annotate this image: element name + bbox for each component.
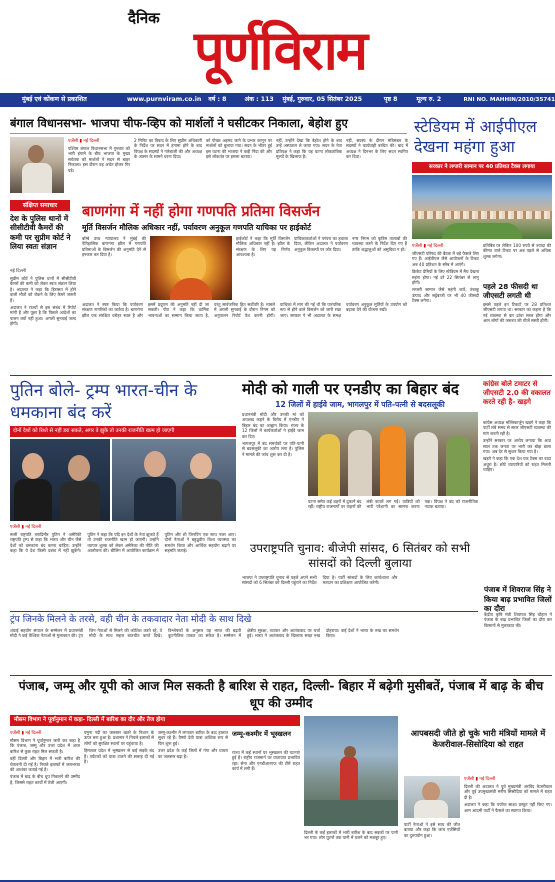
banganga-body-col-1: बॉम्बे उच्च न्यायालय ने मुंबई की ऐतिहासिक बाणगंगा झील में गणपति प्रतिमाओं के विसर्जन की अनुमति देने से इनकार कर दिया है। — [82, 236, 146, 258]
stadium-body-col-2: प्रतिबिंब पर लेकिन 100 रुपये से ज्यादा की कीमत वाले टिकट पर अब पहले से अधिक शुल्क लगेगा। — [483, 243, 551, 259]
banganga-ganesha-photo — [150, 236, 232, 300]
masthead-info-bar — [0, 93, 555, 107]
rain-photo-caption: दिल्ली के कई इलाकों में भारी बारिश के बाद सड़कों पर पानी भर गया। लोग घुटनों तक पानी में चलने को मजबूर हुए। — [304, 830, 398, 841]
punjab-body: केंद्रीय कृषि मंत्री शिवराज सिंह चौहान ने पंजाब के बाढ़ प्रभावित जिलों का दौरा कर किसानों से मुलाकात की। — [484, 612, 552, 628]
rni-label: RNI NO. MAHHIN/2010/35741 — [463, 97, 555, 103]
putin-caption: दोनों देशों को रिश्ते से नहीं डरा सकते, अगर वे झुके तो उनकी राजनीति खत्म हो जाएगी — [10, 426, 236, 437]
news-brief-byline: नई दिल्ली — [10, 269, 26, 274]
banganga-body-col-2: हाईकोर्ट ने कहा कि मूर्ति विसर्जन मौलिक अधिकार नहीं है। झील के संरक्षण के लिए यह निर्णय आवश्यक है। — [236, 236, 290, 258]
xi-photo — [112, 439, 236, 521]
putin-byline: एजेंसी ▮ नई दिल्ली — [10, 525, 42, 530]
edition-label: मुंबई एवं कोंकण से प्रकाशित — [22, 96, 87, 103]
stadium-byline: एजेंसी ▮ नई दिल्ली — [412, 244, 444, 249]
year-label: वर्ष : 8 — [208, 96, 227, 103]
rain-subhead: जम्मू-कश्मीर में भूस्खलन — [232, 730, 291, 738]
lead-photo — [10, 137, 64, 193]
stadium-tagline: सरकार ने लग्जरी सामान पर 40 प्रतिशत टैक्स लगाया — [412, 162, 552, 173]
banganga-headline: बाणगंगा में नहीं होगा गणपति प्रतिमा विसर्जन — [82, 203, 320, 220]
stadium-body-col-3: इससे पहले इन टिकटों पर 28 प्रतिशत जीएसटी लगता था। सरकार का कहना है कि नई व्यवस्था से कर ढांचा सरल होगा और आम लोगों की जरूरत की चीजें सस्ती होंगी। — [483, 302, 551, 324]
rain-body-col-1: मौसम विभाग ने पूर्वानुमान जारी कर कहा है कि पंजाब, जम्मू और उत्तर प्रदेश में आज बारिश से कुछ राहत मिल सकती है। वहीं दिल्ली और बिहार में भारी बारिश की चेतावनी दी गई है। निचले इलाकों में जलभराव की आशंका जताई गई है। पंजाब में बाढ़ के बीच धूप निकलने की उम्मीद है, जिससे राहत कार्यों में तेजी आएगी। — [10, 738, 80, 785]
lead-body-col-3: को पोखर अहमद जाने के प्रभार कानून पर मार्शलों को बुलाया गया। सदन के भीतर हुई इस घटना की भाजपा ने कड़ी निंदा की और इसे लोकतंत्र पर हमला बताया। — [206, 138, 272, 160]
stadium-subhead: पहले 28 फीसदी था जीएसटी लगती थी — [483, 282, 538, 300]
putin-headline: पुतिन बोले- ट्रम्प भारत-चीन के धमकाना बंद करें — [10, 381, 198, 423]
issue-label: अंक : 113 — [244, 96, 274, 103]
putin-photo — [10, 439, 110, 521]
aap-body-col-2: पार्टी नेताओं ने इसे सत्य की जीत बताया और कहा कि जांच एजेंसियों का दुरुपयोग हुआ। — [404, 822, 460, 838]
banganga-body-col-4: नगर निगम को कृत्रिम तालाबों की व्यवस्था करने के निर्देश दिए गए हैं ताकि श्रद्धालुओं को असुविधा न हो। — [352, 236, 407, 252]
vp-headline: उपराष्ट्रपति चुनाव: बीजेपी सांसद, 6 सितंबर को सभी सांसदों को दिल्ली बुलाया — [249, 541, 471, 570]
trump-headline: ट्रंप जिनके मिलने के तरसे, वही चीन के तकवादार नेता मोदी के साथ दिखे — [10, 614, 252, 625]
aap-byline: एजेंसी ▮ नई दिल्ली — [464, 777, 496, 782]
stadium-photo — [412, 175, 552, 239]
banganga-body-col-3: याचिकाकर्ताओं ने परंपरा का हवाला दिया, लेकिन अदालत ने पर्यावरण अनुकूल विकल्पों पर जोर दिया। — [294, 236, 348, 252]
news-brief-label: संक्षिप्त समाचार — [10, 200, 70, 211]
bihar-headline: मोदी को गाली पर एनडीए का बिहार बंद — [242, 380, 459, 398]
lead-body-col-4: नहीं, उन्होंने देखा कि बेहोश होने के बाद उन्हें अस्पताल ले जाया गया। सदन के नेता प्रतिपक्ष ने कहा कि यह घटना लोकतांत्रिक मूल्यों के खिलाफ है। — [276, 138, 342, 160]
rain-body-col-2: यमुना नदी का जलस्तर खतरे के निशान के ऊपर बना हुआ है। प्रशासन ने निचले इलाकों से लोगों को सुरक्षित स्थानों पर पहुंचाया है। हिमाचल प्रदेश में भूस्खलन से कई सड़कें बंद हैं। पर्यटकों को यात्रा टालने की सलाह दी गई है। — [84, 730, 154, 765]
lead-byline: एजेंसी ▮ नई दिल्ली — [68, 139, 100, 144]
bihar-body-col-1: प्रधानमंत्री मोदी और उनकी मां को अपशब्द कहने के विरोध में एनडीए ने बिहार बंद का आह्वान किया। राज्य के 12 जिलों में कार्यकर्ताओं ने हाईवे जाम कर दिए। भागलपुर में बंद समर्थकों पर पति-पत्नी से बदसलूकी का आरोप लगा है। पुलिस ने मामले की जांच शुरू कर दी है। — [242, 412, 304, 457]
congress-body: कांग्रेस अध्यक्ष मल्लिकार्जुन खड़गे ने कहा कि पार्टी लंबे समय से सरल जीएसटी व्यवस्था की मांग करती रही है। उन्होंने सरकार पर आरोप लगाया कि आठ साल तक जनता पर भारी कर बोझ डाला गया। अब देर से सुधार किया गया है। खड़गे ने कहा कि एक देश एक टैक्स का वादा अधूरा है। छोटे व्यापारियों को राहत मिलनी चाहिए। — [483, 420, 551, 473]
aap-photo — [404, 776, 460, 818]
price-label: मूल्य रु. 2 — [416, 96, 442, 103]
date-label: मुंबई, गुरुवार, 05 सितंबर 2025 — [282, 96, 363, 103]
aap-body-col-1: दिल्ली की अदालत ने पूर्व मुख्यमंत्री अरविंद केजरीवाल और पूर्व उपमुख्यमंत्री मनीष सिसोदिया को मामले में राहत दी है। अदालत ने कहा कि पर्याप्त साक्ष्य प्रस्तुत नहीं किए गए। आम आदमी पार्टी ने फैसले का स्वागत किया। — [464, 784, 552, 813]
lead-body-col-2: 2 मिनिट का विवाद के लिए सुप्रीम अधिकारी के निर्देश पर सदन में हंगामा होने के बाद विपक्ष के सदस्यों ने नारेबाजी की और अध्यक्ष के आसन के सामने धरना दिया। — [134, 138, 202, 160]
website-link[interactable]: www.purnviram.co.in — [126, 96, 202, 103]
congress-headline: कांग्रेस बोले टमाटर से जीएसटी 2.0 की वकालत करते रही है- खड़गे — [483, 380, 551, 407]
rain-body-col-4: राज्य में कई स्थानों पर भूस्खलन की घटनाएं हुई हैं। राष्ट्रीय राजमार्ग पर यातायात प्रभावित रहा। सेना और एनडीआरएफ की टीमें राहत कार्य में लगी हैं। — [232, 750, 300, 772]
banganga-subhead: मूर्ति विसर्जन मौलिक अधिकार नहीं, पर्यावरण अनुकूल गणपति याचिका पर हाईकोर्ट — [82, 223, 311, 232]
rain-headline: पंजाब, जम्मू और यूपी को आज मिल सकती है बारिश से राहत, दिल्ली- बिहार में बढ़ेगी मुसीबतें, पंजाब में बाढ़ के बीच धूप की उम्मीद — [18, 679, 544, 710]
rain-strap: मौसम विभाग ने पूर्वानुमान में कहा- दिल्ली में बारिश का दौर और तेज होगा — [10, 715, 300, 726]
aap-headline: आपबसदी जीते हो चुके भारी मंत्रियों मामले में केजरीवाल-सिसोदिया को राहत — [410, 728, 546, 749]
trump-body: शंघाई सहयोग संगठन के सम्मेलन में प्रधानमंत्री मोदी ने कई वैश्विक नेताओं से मुलाकात की। ट्रंप जिन नेताओं से मिलने की कोशिश करते रहे, वे मोदी के साथ सहज बातचीत करते दिखे। विश्लेषकों के अनुसार यह भारत की बढ़ती कूटनीतिक ताकत का संकेत है। सम्मेलन में क्षेत्रीय सुरक्षा, व्यापार और आतंकवाद पर चर्चा हुई। भारत ने आतंकवाद के खिलाफ सख्त रुख दोहराया। कई देशों ने भारत के रुख का समर्थन किया। — [10, 628, 399, 639]
punjab-headline: पंजाब में शिवराज सिंह ने किया बाढ़ प्रभावित जिलों का दौरा — [484, 585, 552, 614]
rain-body-col-3: जम्मू-कश्मीर में लगातार बारिश के बाद हालात सुधर रहे हैं। वैष्णो देवी यात्रा आंशिक रूप से फिर शुरू हुई। उत्तर प्रदेश के कई जिलों में गंगा और घाघरा का जलस्तर बढ़ा है। — [158, 730, 228, 759]
masthead — [0, 0, 555, 92]
pages-label: पृष्ठ 8 — [383, 96, 398, 103]
rain-byline: एजेंसी ▮ नई दिल्ली — [10, 731, 42, 736]
news-brief-headline: देश के पुलिस थानों में सीसीटीवी कैमरों की कमी पर सुप्रीम कोर्ट ने लिया स्वतः संज्ञान — [10, 214, 71, 252]
bihar-body-col-2: पटना समेत कई शहरों में दुकानें बंद रहीं। राष्ट्रीय राजमार्गों पर वाहनों की लंबी कतारें लग गईं। यात्रियों को भारी परेशानी का सामना करना पड़ा। विपक्ष ने बंद को राजनीतिक नाटक बताया। — [308, 499, 478, 510]
vp-body: भाजपा ने उपराष्ट्रपति चुनाव से पहले अपने सभी सांसदों को 6 सितंबर को दिल्ली पहुंचने का निर्देश दिया है। पार्टी सांसदों के लिए कार्यशाला और मतदान का प्रशिक्षण आयोजित करेगी। — [242, 575, 398, 586]
bihar-protest-photo — [308, 412, 478, 496]
masthead-prefix: दैनिक — [128, 9, 160, 27]
bihar-subhead: 12 जिलों में हाईवे जाम, भागलपुर में पति-पत्नी से बदसलूकी — [275, 400, 445, 409]
lead-headline: बंगाल विधानसभा- भाजपा चीफ-व्हिप को मार्शलों ने घसीटकर निकाला, बेहोश हुए — [10, 116, 348, 130]
stadium-body-col-1: जीएसटी परिषद की बैठक में बड़े फैसले लिए गए हैं। आईपीएल जैसे आयोजनों के टिकट अब 40 प्रतिशत के स्लैब में आएंगे। क्रिकेट प्रेमियों के लिए स्टेडियम में मैच देखना महंगा होगा। नई दरें 22 सितंबर से लागू होंगी। लग्जरी सामान जैसे महंगी कारें, तंबाकू उत्पाद और सट्टेबाजी पर भी 40 फीसदी टैक्स लगेगा। — [412, 251, 479, 304]
news-brief-body: सुप्रीम कोर्ट ने पुलिस थानों में सीसीटीवी कैमरों की कमी को लेकर स्वतः संज्ञान लिया है। अदालत ने कहा कि हिरासत में होने वाली मौतों को रोकने के लिए कैमरे जरूरी हैं। अदालत ने राज्यों से इस संबंध में रिपोर्ट मांगी है और पूछा है कि पिछले आदेशों का पालन क्यों नहीं हुआ। अगली सुनवाई जल्द होगी। — [10, 276, 76, 327]
putin-body: रूसी राष्ट्रपति व्लादिमीर पुतिन ने अमेरिकी राष्ट्रपति ट्रम्प से कहा कि भारत और चीन जैसे देशों को धमकाना बंद करना चाहिए। उन्होंने कहा कि ये देश किसी दबाव में नहीं झुकेंगे। पुतिन ने कहा कि यदि इन देशों के नेता झुकते हैं तो उनकी राजनीति खत्म हो जाएगी। उन्होंने व्यापार शुल्क को लेकर अमेरिका की नीति की आलोचना की। बीजिंग में आयोजित कार्यक्रम में पुतिन और शी जिनपिंग एक साथ नजर आए। दोनों नेताओं ने बहुध्रुवीय विश्व व्यवस्था का समर्थन किया और आर्थिक सहयोग बढ़ाने पर सहमति जताई। — [10, 532, 236, 554]
stadium-headline: स्टेडियम में आईपीएल देखना महंगा हुआ — [414, 117, 537, 156]
rain-flood-photo — [304, 716, 398, 826]
masthead-title: पूर्णविराम — [193, 19, 367, 82]
lead-body-col-1: पश्चिम बंगाल विधानसभा में गुरुवार को भारी हंगामे के बीच भाजपा के मुख्य सचेतक को मार्शलों ने सदन से बाहर निकाला। इस दौरान वह अचेत होकर गिर पड़े। — [68, 146, 130, 173]
banganga-body-col-5: अदालत ने स्पष्ट किया कि पर्यावरण संरक्षण नागरिकों का कर्तव्य है। बाणगंगा झील एक संरक्षित धरोहर स्थल है और इसमें प्रदूषण की अनुमति नहीं दी जा सकती। पीठ ने कहा कि धार्मिक भावनाओं का सम्मान किया जाता है, परंतु सार्वजनिक हित सर्वोपरि है। मामले में अगली सुनवाई के दौरान निगम को अनुपालन रिपोर्ट पेश करनी होगी। याचिका में मांग की गई थी कि पारंपरिक रूप से होने वाले विसर्जन को जारी रखा जाए। सरकार ने भी अदालत के समक्ष पर्यावरण अनुकूल मूर्तियों के उपयोग को बढ़ावा देने की योजना रखी। — [82, 302, 407, 318]
lead-body-col-5: नहीं, सदस्य के दौरान मंत्रिमंडल के सदस्यों ने कार्यवाही बाधित की। बाद में अध्यक्ष ने दिनभर के लिए सदन स्थगित कर दिया। — [346, 138, 408, 160]
